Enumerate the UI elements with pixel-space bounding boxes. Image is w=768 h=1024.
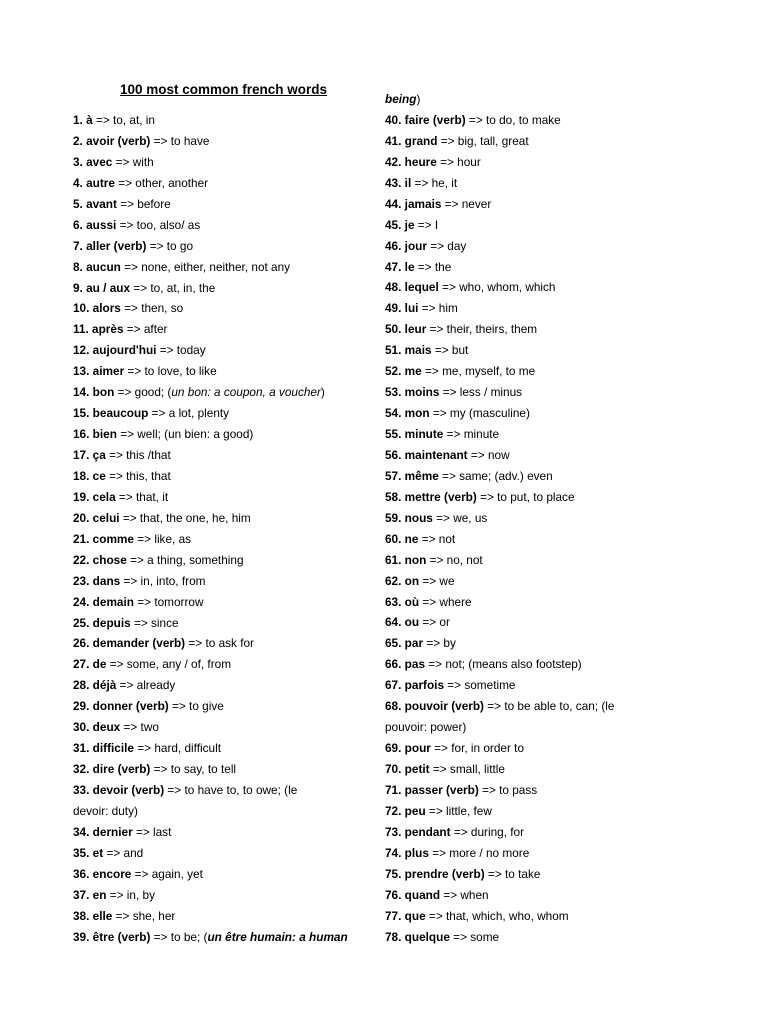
word-term: 75. prendre (verb)	[385, 866, 485, 881]
word-entry	[385, 843, 660, 864]
word-entry	[385, 361, 660, 382]
word-translation: => hour	[436, 154, 481, 169]
word-translation: => a lot, plenty	[148, 406, 230, 421]
word-term: 54. mon	[385, 406, 430, 421]
word-term: 9. au / aux	[73, 280, 131, 295]
word-translation: => to take	[484, 866, 541, 881]
word-translation: devoir: duty)	[73, 803, 138, 818]
word-term: 59. nous	[385, 510, 433, 525]
word-term: 10. alors	[73, 301, 121, 316]
word-entry	[73, 173, 383, 194]
word-translation: => after	[123, 322, 168, 337]
word-term: 1. à	[73, 113, 93, 127]
word-entry	[385, 906, 660, 927]
word-translation: => this, that	[105, 468, 171, 483]
word-entry	[385, 738, 660, 759]
word-entry	[73, 801, 383, 822]
word-term: 8. aucun	[73, 259, 121, 274]
word-translation: => last	[132, 824, 172, 839]
word-entry	[73, 822, 383, 843]
word-term: 65. par	[385, 636, 424, 651]
word-translation: => minute	[443, 427, 500, 441]
word-entry	[73, 613, 383, 634]
word-translation: => to be able to, can; (le	[483, 699, 615, 714]
word-translation: => well; (un bien: a good)	[116, 427, 254, 442]
word-term: 48. lequel	[385, 280, 439, 295]
word-term: 60. ne	[385, 531, 419, 546]
word-translation: => to be; (	[150, 929, 208, 944]
word-translation: => some, any / of, from	[106, 657, 232, 672]
word-entry	[73, 236, 383, 257]
word-term: 23. dans	[73, 573, 121, 588]
word-term: 37. en	[73, 887, 107, 902]
word-translation: => not	[418, 531, 456, 546]
word-term: 26. demander (verb)	[73, 636, 186, 651]
word-entry	[385, 257, 660, 278]
word-entry	[385, 466, 660, 487]
word-translation: => in, into, from	[120, 573, 206, 588]
word-translation: => same; (adv.) even	[438, 468, 553, 483]
word-term: 76. quand	[385, 887, 441, 902]
word-entry	[73, 445, 383, 466]
word-entry	[385, 612, 660, 633]
word-entry	[73, 257, 383, 278]
word-term: 31. difficile	[73, 741, 134, 756]
word-translation: => but	[431, 343, 469, 358]
word-entry	[73, 508, 383, 529]
word-translation: => no, not	[426, 552, 483, 567]
word-translation: => big, tall, great	[437, 133, 529, 148]
word-translation: => with	[112, 154, 154, 169]
word-entry	[385, 654, 660, 675]
word-translation: => small, little	[429, 762, 505, 776]
word-term: 20. celui	[73, 510, 120, 525]
word-translation: => tomorrow	[133, 594, 204, 609]
word-term: 68. pouvoir (verb)	[385, 699, 484, 714]
word-entry	[73, 717, 383, 738]
word-translation: => hard, difficult	[133, 741, 221, 756]
word-term: 21. comme	[73, 531, 134, 546]
word-term: 57. même	[385, 468, 439, 483]
word-entry	[385, 633, 660, 654]
word-entry	[385, 927, 660, 948]
word-translation: => that, the one, he, him	[119, 510, 251, 525]
word-entry	[73, 529, 383, 550]
word-translation: => we, us	[432, 510, 488, 525]
word-term: 3. avec	[73, 154, 113, 169]
word-translation: => this /that	[105, 448, 171, 462]
word-translation: => some	[449, 929, 500, 944]
word-translation: => where	[419, 594, 472, 609]
word-translation: => now	[467, 447, 510, 462]
word-term: 17. ça	[73, 448, 106, 462]
word-translation: => to love, to like	[124, 364, 217, 379]
word-translation: => good; (	[114, 385, 172, 400]
word-term: 46. jour	[385, 238, 427, 253]
word-entry	[73, 215, 383, 236]
word-translation: => less / minus	[439, 385, 523, 400]
word-translation: => to go	[146, 238, 194, 253]
word-translation: => he, it	[411, 175, 458, 190]
word-translation: => little, few	[425, 803, 492, 818]
word-translation: => already	[116, 678, 176, 693]
word-translation: => for, in order to	[430, 741, 525, 756]
word-translation: => she, her	[112, 908, 176, 923]
word-translation: => never	[441, 196, 492, 211]
word-entry	[385, 885, 660, 906]
word-entry	[385, 675, 660, 696]
word-entry	[73, 592, 383, 613]
word-note: being	[385, 92, 417, 106]
word-term: 73. pendant	[385, 824, 451, 839]
word-entry	[385, 759, 660, 780]
word-term: 56. maintenant	[385, 447, 468, 462]
word-entry	[73, 906, 383, 927]
word-translation: => not; (means also footstep)	[425, 657, 582, 672]
word-translation: => me, myself, to me	[421, 364, 536, 379]
word-entry	[73, 571, 383, 592]
word-entry	[73, 403, 383, 424]
word-entry	[385, 445, 660, 466]
word-entry	[73, 298, 383, 319]
word-term: 52. me	[385, 364, 422, 379]
word-term: 29. donner (verb)	[73, 699, 169, 714]
word-translation: => I	[414, 217, 439, 232]
word-translation: => to put, to place	[476, 489, 575, 504]
word-note: un bon: a coupon, a voucher	[171, 385, 321, 400]
page-title: 100 most common french words	[120, 82, 328, 97]
word-translation: => to ask for	[185, 636, 254, 651]
word-entry	[73, 466, 383, 487]
word-translation: => when	[440, 887, 489, 902]
word-entry	[73, 319, 383, 340]
word-term: 49. lui	[385, 301, 419, 316]
word-term: 63. où	[385, 594, 420, 609]
word-entry	[385, 571, 660, 592]
word-translation: => more / no more	[428, 845, 530, 860]
word-term: 77. que	[385, 908, 426, 923]
word-term: 50. leur	[385, 322, 427, 337]
word-entry	[385, 319, 660, 340]
word-entry	[385, 592, 660, 613]
word-term: 25. depuis	[73, 615, 131, 630]
word-translation: => today	[156, 343, 206, 358]
word-translation: => my (masculine)	[429, 406, 530, 421]
word-term: 55. minute	[385, 427, 444, 441]
word-entry	[73, 696, 383, 717]
word-entry	[385, 529, 660, 550]
word-term: 32. dire (verb)	[73, 762, 151, 777]
word-translation: pouvoir: power)	[385, 720, 467, 735]
word-entry	[385, 424, 660, 445]
word-entry	[73, 424, 383, 445]
word-entry	[385, 152, 660, 173]
word-entry	[73, 675, 383, 696]
word-entry	[73, 110, 383, 131]
word-term: 35. et	[73, 845, 104, 860]
word-term: 24. demain	[73, 594, 134, 609]
word-term: 51. mais	[385, 343, 432, 358]
word-entry	[385, 403, 660, 424]
word-entry	[73, 885, 383, 906]
word-term: 16. bien	[73, 427, 117, 442]
word-term: 22. chose	[73, 552, 127, 567]
word-translation: => to say, to tell	[150, 762, 237, 777]
word-term: 18. ce	[73, 468, 106, 483]
word-term: 44. jamais	[385, 196, 442, 211]
word-entry	[73, 382, 383, 403]
word-entry	[385, 550, 660, 571]
word-term: 66. pas	[385, 657, 426, 672]
word-entry	[73, 361, 383, 382]
word-entry	[385, 864, 660, 885]
word-translation: => him	[418, 301, 458, 316]
word-entry	[385, 801, 660, 822]
word-entry	[385, 696, 660, 717]
word-translation: => to give	[168, 699, 224, 714]
word-translation: => to, at, in	[92, 113, 155, 127]
word-translation: => again, yet	[131, 866, 203, 881]
word-term: 67. parfois	[385, 678, 445, 693]
word-translation: => sometime	[444, 678, 516, 693]
word-entry	[385, 277, 660, 298]
word-term: 70. petit	[385, 762, 430, 776]
word-entry	[385, 194, 660, 215]
word-entry	[385, 173, 660, 194]
word-entry	[385, 298, 660, 319]
word-term: 30. deux	[73, 720, 121, 735]
word-translation: => the	[414, 259, 452, 274]
word-term: 41. grand	[385, 133, 438, 148]
word-entry	[73, 152, 383, 173]
word-entry	[73, 550, 383, 571]
word-translation: => to do, to make	[465, 112, 561, 127]
word-entry	[73, 487, 383, 508]
word-translation: => during, for	[450, 824, 525, 839]
word-entry	[385, 89, 660, 110]
word-term: 43. il	[385, 175, 412, 190]
word-entry	[385, 382, 660, 403]
word-translation: => none, either, neither, not any	[120, 259, 291, 274]
word-translation: => to have	[150, 133, 210, 148]
word-translation: => like, as	[133, 531, 192, 546]
word-translation: => two	[120, 720, 159, 735]
word-translation: => too, also/ as	[116, 217, 201, 232]
word-entry	[385, 780, 660, 801]
word-note: un être humain: a human	[207, 929, 348, 944]
word-term: 5. avant	[73, 196, 117, 211]
word-term: 38. elle	[73, 908, 113, 923]
word-term: 74. plus	[385, 845, 429, 860]
word-entry	[73, 340, 383, 361]
word-term: 69. pour	[385, 741, 431, 756]
word-entry	[73, 654, 383, 675]
word-term: 78. quelque	[385, 929, 450, 944]
word-translation: => their, theirs, them	[426, 322, 538, 337]
word-entry	[385, 487, 660, 508]
word-term: 64. ou	[385, 615, 420, 630]
word-entry	[385, 236, 660, 257]
word-entry	[73, 278, 383, 299]
word-entry	[385, 717, 660, 738]
word-entry	[73, 843, 383, 864]
word-term: 34. dernier	[73, 824, 133, 839]
word-term: 28. déjà	[73, 678, 117, 693]
word-term: 45. je	[385, 217, 415, 232]
word-translation: => then, so	[120, 301, 184, 316]
word-term: 42. heure	[385, 154, 437, 169]
word-term: 11. après	[73, 322, 124, 337]
word-term: 58. mettre (verb)	[385, 489, 477, 504]
word-translation: => a thing, something	[126, 552, 244, 567]
word-entry	[73, 927, 383, 948]
word-list-left-column	[73, 110, 383, 948]
word-term: 36. encore	[73, 866, 132, 881]
word-entry	[385, 110, 660, 131]
word-term: 6. aussi	[73, 217, 117, 232]
word-term: 12. aujourd'hui	[73, 343, 157, 358]
word-term: 53. moins	[385, 385, 440, 400]
word-translation: => or	[419, 615, 450, 630]
word-entry	[73, 864, 383, 885]
word-term: 7. aller (verb)	[73, 238, 147, 253]
word-translation: => since	[130, 615, 179, 630]
word-translation: => we	[419, 573, 455, 588]
word-term: 19. cela	[73, 489, 116, 504]
word-term: 13. aimer	[73, 364, 125, 379]
word-translation: )	[320, 385, 325, 400]
word-entry	[385, 215, 660, 236]
word-entry	[73, 194, 383, 215]
word-term: 39. être (verb)	[73, 929, 151, 944]
word-term: 15. beaucoup	[73, 406, 149, 421]
word-entry	[385, 822, 660, 843]
word-translation: => day	[426, 238, 467, 253]
word-translation: => to pass	[478, 782, 538, 797]
word-list-right-column	[385, 89, 660, 947]
word-entry	[73, 780, 383, 801]
word-translation: => that, which, who, whom	[425, 908, 569, 923]
word-translation: => to have to, to owe; (le	[164, 783, 298, 797]
word-term: 33. devoir (verb)	[73, 783, 165, 797]
word-entry	[385, 340, 660, 361]
word-term: 14. bon	[73, 385, 115, 400]
word-translation: )	[416, 92, 421, 106]
word-entry	[73, 633, 383, 654]
word-entry	[73, 759, 383, 780]
word-translation: => to, at, in, the	[130, 280, 216, 295]
word-translation: => that, it	[115, 489, 169, 504]
word-translation: => in, by	[106, 887, 155, 902]
word-entry	[385, 131, 660, 152]
word-term: 40. faire (verb)	[385, 112, 466, 127]
word-translation: => by	[423, 636, 456, 651]
word-term: 72. peu	[385, 803, 426, 818]
word-term: 2. avoir (verb)	[73, 133, 151, 148]
word-term: 61. non	[385, 552, 427, 567]
word-term: 62. on	[385, 573, 420, 588]
word-term: 4. autre	[73, 175, 115, 190]
word-entry	[73, 738, 383, 759]
word-entry	[385, 508, 660, 529]
word-term: 71. passer (verb)	[385, 782, 479, 797]
word-term: 47. le	[385, 259, 415, 274]
word-entry	[73, 131, 383, 152]
word-translation: => who, whom, which	[438, 280, 556, 295]
word-translation: => and	[103, 845, 144, 860]
word-translation: => other, another	[114, 175, 209, 190]
word-translation: => before	[116, 196, 171, 211]
word-term: 27. de	[73, 657, 107, 672]
